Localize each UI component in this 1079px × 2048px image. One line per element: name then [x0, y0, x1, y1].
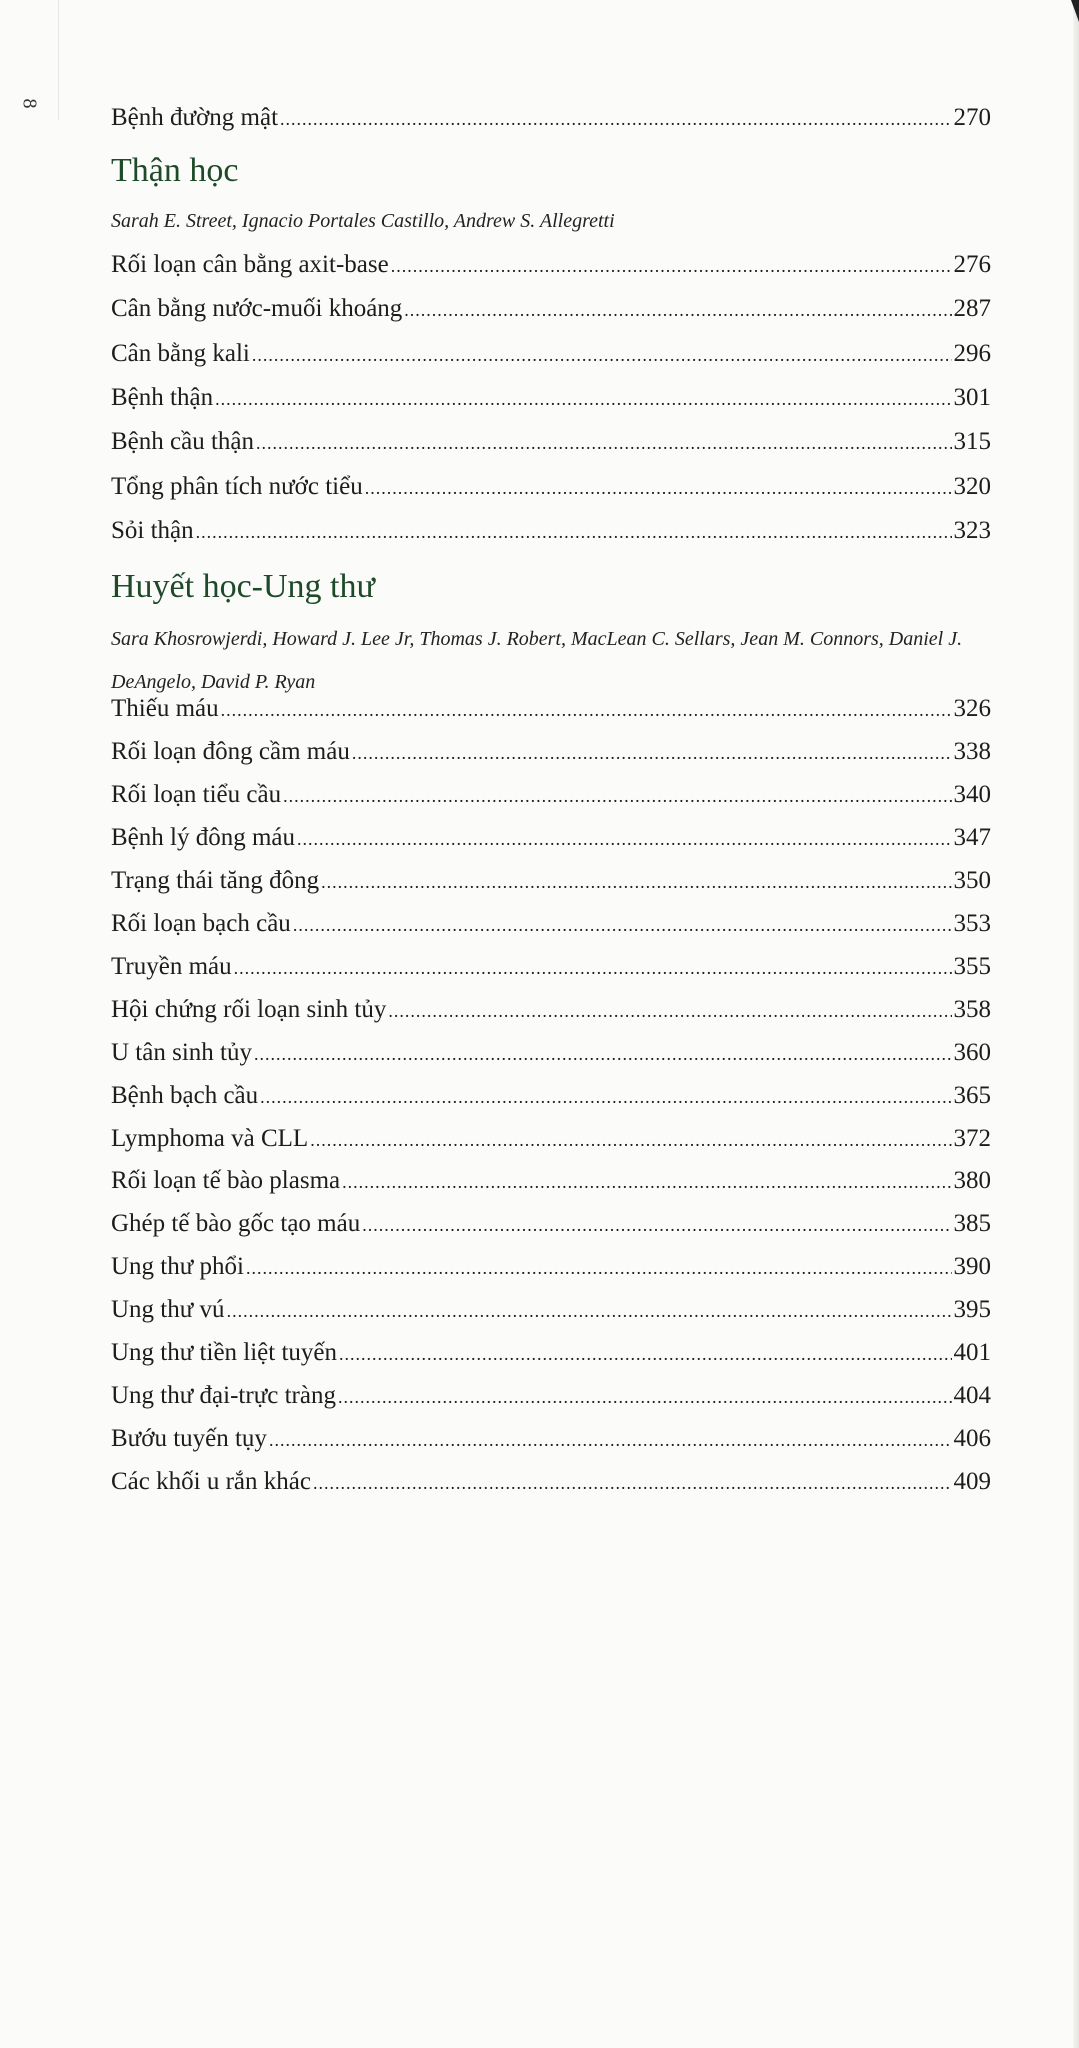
toc-entry-page: 353: [953, 909, 991, 937]
toc-entry-title: Ung thư tiền liệt tuyến: [111, 1339, 338, 1367]
toc-entry-title: Ung thư phổi: [111, 1253, 244, 1281]
toc-entry-title: Ung thư vú: [111, 1296, 225, 1324]
dot-leader: [352, 743, 952, 764]
dot-leader: [297, 829, 951, 850]
dot-leader: [227, 1301, 952, 1322]
section-title-hematology-oncology: Huyết học-Ung thư: [111, 568, 375, 605]
toc-entry[interactable]: [111, 295, 991, 323]
toc-entry-page: 406: [953, 1425, 991, 1453]
toc-entry-title: Sỏi thận: [111, 516, 194, 544]
dot-leader: [252, 345, 952, 366]
toc-entry[interactable]: [111, 517, 991, 545]
toc-entry-title: Trạng thái tăng đông: [111, 866, 320, 894]
toc-entry[interactable]: [111, 824, 991, 852]
toc-entry-page: 380: [953, 1167, 991, 1195]
dot-leader: [404, 300, 951, 321]
toc-entry-title: Rối loạn cân bằng axit-base: [111, 251, 389, 278]
page-number: 8: [18, 98, 41, 109]
toc-entry-page: 338: [953, 737, 991, 765]
toc-entry-title: Bệnh cầu thận: [111, 428, 255, 456]
toc-entry-page: 358: [953, 995, 991, 1023]
toc-entry-title: Ung thư đại-trực tràng: [111, 1382, 336, 1410]
toc-entry-page: 340: [953, 780, 991, 808]
section-authors-nephrology: Sarah E. Street, Ignacio Portales Castillo, Andrew S. Allegretti: [111, 210, 615, 232]
dot-leader: [293, 915, 952, 936]
margin-line: [58, 0, 59, 120]
toc-entry-title: Cân bằng kali: [111, 339, 250, 367]
toc-entry[interactable]: [111, 1296, 991, 1324]
toc-entry-page: 323: [953, 516, 991, 544]
toc-entry-page: 276: [953, 251, 991, 278]
dot-leader: [215, 389, 951, 410]
toc-entry-page: 326: [953, 695, 991, 722]
toc-entry-page: 347: [953, 823, 991, 851]
toc-entry[interactable]: [111, 1210, 991, 1238]
dot-leader: [391, 256, 952, 277]
toc-entry-page: 409: [953, 1468, 991, 1496]
toc-entry-page: 401: [953, 1339, 991, 1367]
toc-entry-title: Bệnh đường mật: [111, 104, 279, 131]
toc-entry-title: Rối loạn tế bào plasma: [111, 1167, 341, 1195]
toc-entry-title: Các khối u rắn khác: [111, 1468, 311, 1496]
toc-entry-page: 315: [953, 428, 991, 456]
dot-leader: [342, 1172, 951, 1193]
toc-entry[interactable]: [111, 738, 991, 766]
toc-entry[interactable]: [111, 867, 991, 895]
toc-entry-title: Thiếu máu: [111, 695, 219, 722]
toc-entry-title: Rối loạn tiểu cầu: [111, 780, 282, 808]
dot-leader: [269, 1430, 952, 1451]
toc-entry[interactable]: [111, 1468, 991, 1496]
toc-entry-page: 320: [953, 472, 991, 500]
toc-entry[interactable]: [111, 473, 991, 501]
toc-entry-title: Bệnh lý đông máu: [111, 823, 296, 851]
dot-leader: [365, 478, 952, 499]
dot-leader: [246, 1258, 952, 1279]
toc-entry-title: Truyền máu: [111, 952, 232, 980]
dot-leader: [339, 1344, 951, 1365]
toc-entry-title: Rối loạn đông cầm máu: [111, 737, 350, 765]
toc-entry-page: 350: [953, 866, 991, 894]
toc-entry[interactable]: [111, 104, 991, 132]
toc-entry-title: Bướu tuyến tụy: [111, 1425, 267, 1453]
dot-leader: [234, 958, 952, 979]
dot-leader: [260, 1087, 951, 1108]
toc-entry[interactable]: [111, 1082, 991, 1110]
dot-leader: [362, 1215, 951, 1236]
toc-entry[interactable]: [111, 384, 991, 412]
dot-leader: [254, 1044, 952, 1065]
toc-entry-title: Bệnh thận: [111, 383, 214, 411]
toc-entry-page: 287: [953, 295, 991, 323]
toc-entry-page: 360: [953, 1038, 991, 1066]
scan-corner: [1071, 0, 1079, 22]
toc-entry[interactable]: [111, 1253, 991, 1281]
toc-entry[interactable]: [111, 1382, 991, 1410]
toc-entry-page: 270: [953, 104, 991, 131]
toc-entry[interactable]: [111, 953, 991, 981]
toc-entry[interactable]: [111, 695, 991, 723]
toc-entry-page: 365: [953, 1081, 991, 1109]
dot-leader: [283, 786, 951, 807]
toc-entry-title: Tổng phân tích nước tiểu: [111, 472, 363, 500]
toc-entry-page: 301: [953, 383, 991, 411]
page-edge: [1073, 0, 1079, 2048]
dot-leader: [310, 1130, 951, 1151]
section-title-nephrology: Thận học: [111, 152, 239, 189]
toc-entry-page: 372: [953, 1124, 991, 1152]
toc-entry[interactable]: [111, 910, 991, 938]
toc-entry-title: Cân bằng nước-muối khoáng: [111, 295, 403, 323]
toc-entry[interactable]: [111, 1039, 991, 1067]
toc-entry-page: 355: [953, 952, 991, 980]
toc-entry[interactable]: [111, 781, 991, 809]
toc-entry-title: U tân sinh tủy: [111, 1038, 252, 1066]
toc-entry-page: 385: [953, 1210, 991, 1238]
dot-leader: [338, 1387, 952, 1408]
toc-entry-page: 390: [953, 1253, 991, 1281]
toc-entry-title: Bệnh bạch cầu: [111, 1081, 259, 1109]
toc-entry[interactable]: [111, 1339, 991, 1367]
toc-entry-title: Ghép tế bào gốc tạo máu: [111, 1210, 361, 1238]
toc-entry[interactable]: [111, 1125, 991, 1153]
toc-entry-page: 296: [953, 339, 991, 367]
dot-leader: [313, 1473, 952, 1494]
section-authors-hematology-oncology: Sara Khosrowjerdi, Howard J. Lee Jr, Thomas J. Robert, MacLean C. Sellars, Jean M. Connors, Daniel J. DeAngelo, David P. Ryan: [111, 628, 963, 693]
dot-leader: [196, 522, 952, 543]
toc-entry[interactable]: [111, 251, 991, 279]
toc-entry-title: Rối loạn bạch cầu: [111, 909, 291, 937]
toc-entry[interactable]: [111, 1425, 991, 1453]
dot-leader: [280, 109, 951, 130]
toc-entry[interactable]: [111, 996, 991, 1024]
toc-entry-title: Lymphoma và CLL: [111, 1124, 309, 1152]
dot-leader: [321, 872, 951, 893]
toc-entry[interactable]: [111, 1167, 991, 1195]
dot-leader: [256, 433, 951, 454]
toc-entry[interactable]: [111, 428, 991, 456]
toc-entry[interactable]: [111, 340, 991, 368]
dot-leader: [388, 1001, 951, 1022]
toc-entry-title: Hội chứng rối loạn sinh tủy: [111, 995, 387, 1023]
toc-entry-page: 395: [953, 1296, 991, 1324]
toc-entry-page: 404: [953, 1382, 991, 1410]
dot-leader: [221, 700, 952, 721]
